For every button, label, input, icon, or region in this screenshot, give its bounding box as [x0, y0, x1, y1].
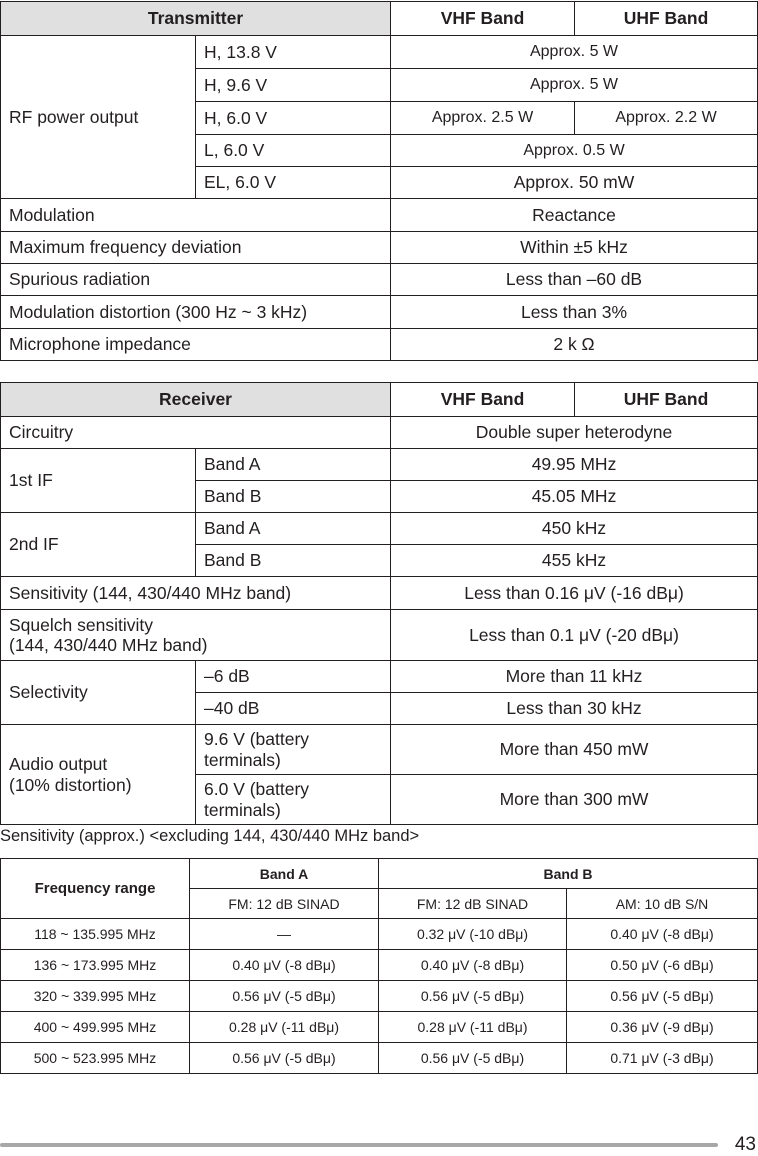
value-cell: 0.28 μV (-11 dBμ)	[379, 1012, 567, 1043]
value-cell: 0.28 μV (-11 dBμ)	[190, 1012, 379, 1043]
value-cell: 0.40 μV (-8 dBμ)	[190, 950, 379, 981]
value-cell: 0.40 μV (-8 dBμ)	[567, 919, 758, 950]
if-condition: Band A	[196, 513, 391, 545]
transmitter-header: Transmitter	[1, 2, 391, 36]
if-value: 450 kHz	[391, 513, 758, 545]
transmitter-table	[0, 1, 758, 361]
sensitivity-table	[0, 858, 758, 1074]
value-cell: 0.56 μV (-5 dBμ)	[567, 981, 758, 1012]
audio-condition	[196, 725, 391, 775]
rf-power-output-label: RF power output	[1, 36, 196, 199]
if-condition: Band B	[196, 545, 391, 577]
selectivity-condition: –40 dB	[196, 693, 391, 725]
if-value: 49.95 MHz	[391, 449, 758, 481]
footer-rule	[0, 1143, 718, 1147]
rf-condition: EL, 6.0 V	[196, 167, 391, 199]
second-if-label: 2nd IF	[1, 513, 196, 577]
selectivity-value: More than 11 kHz	[391, 661, 758, 693]
spec-value: Less than –60 dB	[391, 264, 758, 296]
audio-condition	[196, 775, 391, 825]
spec-label: Maximum frequency deviation	[1, 232, 391, 264]
receiver-header: Receiver	[1, 383, 391, 417]
selectivity-label: Selectivity	[1, 661, 196, 725]
rf-value: Approx. 50 mW	[391, 167, 758, 199]
selectivity-condition: –6 dB	[196, 661, 391, 693]
sub-header: FM: 12 dB SINAD	[190, 889, 379, 919]
squelch-sensitivity-value: Less than 0.1 μV (-20 dBμ)	[391, 610, 758, 661]
rf-value: Approx. 5 W	[391, 36, 758, 69]
audio-label-line2: (10% distortion)	[9, 774, 132, 795]
rf-condition: H, 9.6 V	[196, 69, 391, 102]
rf-value: Approx. 5 W	[391, 69, 758, 102]
table-row	[1, 919, 758, 950]
value-cell: 0.56 μV (-5 dBμ)	[190, 981, 379, 1012]
audio-condition-line1: 6.0 V (battery	[204, 779, 310, 800]
value-cell: 0.71 μV (-3 dBμ)	[567, 1043, 758, 1074]
band-a-header: Band A	[190, 859, 379, 889]
sensitivity-value: Less than 0.16 μV (-16 dBμ)	[391, 577, 758, 610]
rf-condition: H, 6.0 V	[196, 102, 391, 135]
vhf-band-header: VHF Band	[391, 383, 575, 417]
uhf-band-header: UHF Band	[575, 2, 758, 36]
sub-header: FM: 12 dB SINAD	[379, 889, 567, 919]
audio-condition-line1: 9.6 V (battery	[204, 729, 310, 750]
spec-value: 2 k Ω	[391, 329, 758, 361]
table-row	[1, 950, 758, 981]
value-cell: 0.32 μV (-10 dBμ)	[379, 919, 567, 950]
circuitry-label: Circuitry	[1, 417, 391, 449]
receiver-table	[0, 382, 758, 825]
spec-label: Spurious radiation	[1, 264, 391, 296]
spec-label: Modulation distortion (300 Hz ~ 3 kHz)	[1, 296, 391, 329]
audio-condition-line2: terminals)	[204, 799, 281, 820]
band-b-header: Band B	[379, 859, 758, 889]
uhf-band-header: UHF Band	[575, 383, 758, 417]
if-condition: Band A	[196, 449, 391, 481]
value-cell: 0.40 μV (-8 dBμ)	[379, 950, 567, 981]
spec-value: Less than 3%	[391, 296, 758, 329]
frequency-range-cell: 400 ~ 499.995 MHz	[1, 1012, 190, 1043]
spec-value: Reactance	[391, 199, 758, 232]
rf-value: Approx. 0.5 W	[391, 135, 758, 167]
if-value: 455 kHz	[391, 545, 758, 577]
squelch-label-line1: Squelch sensitivity	[9, 614, 153, 635]
circuitry-value: Double super heterodyne	[391, 417, 758, 449]
page-number: 43	[734, 1134, 756, 1155]
if-condition: Band B	[196, 481, 391, 513]
rf-condition: H, 13.8 V	[196, 36, 391, 69]
audio-label-line1: Audio output	[9, 754, 108, 775]
audio-value: More than 450 mW	[391, 725, 758, 775]
value-cell: 0.36 μV (-9 dBμ)	[567, 1012, 758, 1043]
sub-header: AM: 10 dB S/N	[567, 889, 758, 919]
table-row	[1, 981, 758, 1012]
sensitivity-caption: Sensitivity (approx.) <excluding 144, 430/440 MHz band>	[0, 827, 420, 845]
value-cell: —	[190, 919, 379, 950]
squelch-sensitivity-label	[1, 610, 391, 661]
rf-value-uhf: Approx. 2.2 W	[575, 102, 758, 135]
first-if-label: 1st IF	[1, 449, 196, 513]
frequency-range-cell: 136 ~ 173.995 MHz	[1, 950, 190, 981]
table-row	[1, 1012, 758, 1043]
audio-value: More than 300 mW	[391, 775, 758, 825]
spec-value: Within ±5 kHz	[391, 232, 758, 264]
selectivity-value: Less than 30 kHz	[391, 693, 758, 725]
value-cell: 0.56 μV (-5 dBμ)	[379, 981, 567, 1012]
frequency-range-cell: 118 ~ 135.995 MHz	[1, 919, 190, 950]
frequency-range-cell: 320 ~ 339.995 MHz	[1, 981, 190, 1012]
value-cell: 0.56 μV (-5 dBμ)	[190, 1043, 379, 1074]
audio-condition-line2: terminals)	[204, 749, 281, 770]
table-row	[1, 1043, 758, 1074]
value-cell: 0.56 μV (-5 dBμ)	[379, 1043, 567, 1074]
rf-condition: L, 6.0 V	[196, 135, 391, 167]
value-cell: 0.50 μV (-6 dBμ)	[567, 950, 758, 981]
rf-value-vhf: Approx. 2.5 W	[391, 102, 575, 135]
if-value: 45.05 MHz	[391, 481, 758, 513]
spec-label: Modulation	[1, 199, 391, 232]
vhf-band-header: VHF Band	[391, 2, 575, 36]
frequency-range-cell: 500 ~ 523.995 MHz	[1, 1043, 190, 1074]
frequency-range-header: Frequency range	[1, 859, 190, 919]
sensitivity-label: Sensitivity (144, 430/440 MHz band)	[1, 577, 391, 610]
squelch-label-line2: (144, 430/440 MHz band)	[9, 635, 208, 655]
audio-output-label	[1, 725, 196, 825]
spec-label: Microphone impedance	[1, 329, 391, 361]
